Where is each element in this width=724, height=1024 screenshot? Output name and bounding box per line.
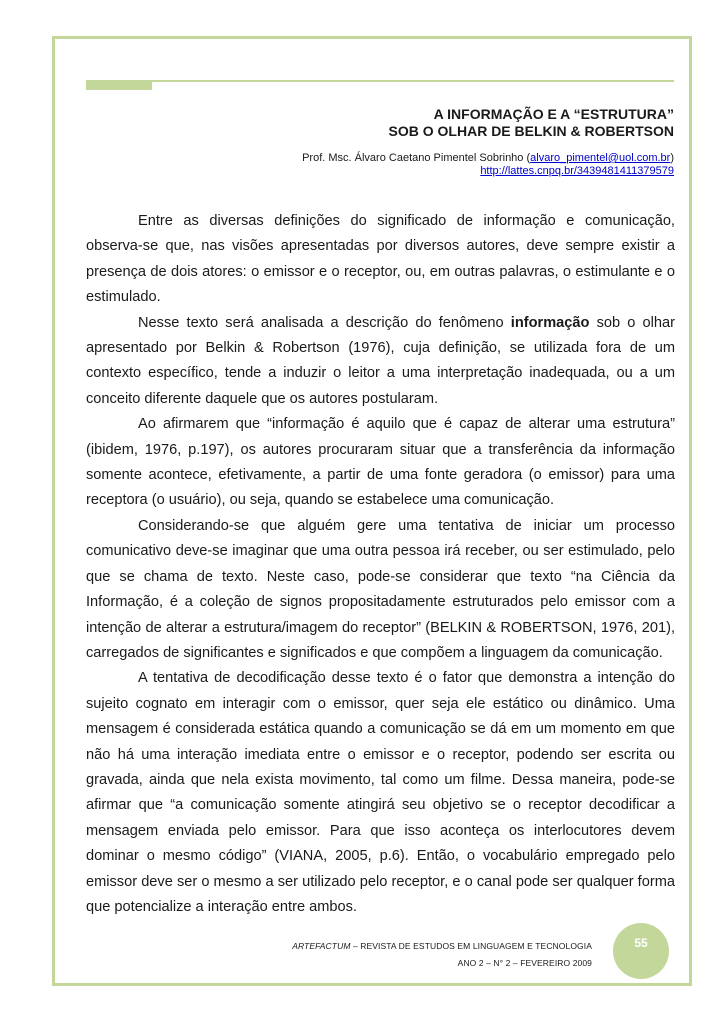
lattes-line <box>114 165 674 178</box>
footer-issue: ANO 2 – N° 2 – FEVEREIRO 2009 <box>457 958 592 968</box>
paragraph-3: Ao afirmarem que “informação é aquilo que é capaz de alterar uma estrutura” (ibidem, 1976, p.197), os autores procuraram situar que a transferência da informação somente acontece, efetivamente, a partir de uma fonte geradora (o emissor) para uma receptora (o usuário), ou seja, quando se estabelece uma comunicação. <box>86 416 675 509</box>
article-body <box>86 209 675 920</box>
journal-name: ARTEFACTUM <box>292 941 351 951</box>
lattes-link[interactable]: http://lattes.cnpq.br/3439481411379579 <box>480 165 674 177</box>
page-number: 55 <box>634 936 648 950</box>
journal-subtitle: – REVISTA DE ESTUDOS EM LINGUAGEM E TECNOLOGIA <box>350 941 592 951</box>
author-block <box>114 152 674 178</box>
author-email-link[interactable]: alvaro_pimentel@uol.com.br <box>530 152 671 164</box>
author-name: Prof. Msc. Álvaro Caetano Pimentel Sobrinho ( <box>302 152 531 164</box>
author-suffix: ) <box>670 152 674 164</box>
page-footer <box>292 938 592 972</box>
title-line-2: SOB O OLHAR DE BELKIN & ROBERTSON <box>388 123 674 139</box>
title-line-1: A INFORMAÇÃO E A “ESTRUTURA” <box>433 106 674 122</box>
article-title <box>114 106 674 140</box>
paragraph-1: Entre as diversas definições do significado de informação e comunicação, observa-se que, nas visões apresentadas por diversos autores, deve sempre existir a presença de dois atores: o emissor e o receptor, ou, em outras palavras, o estimulante e o estimulado. <box>86 213 675 306</box>
author-line <box>114 152 674 165</box>
header-accent-block <box>86 80 152 90</box>
header-rule <box>152 80 674 82</box>
page-number-badge <box>613 923 669 979</box>
paragraph-2-start: Nesse texto será analisada a descrição do fenômeno <box>138 314 511 331</box>
paragraph-2 <box>86 311 675 413</box>
paragraph-2-end: sob o olhar apresentado por Belkin & Robertson (1976), cuja definição, se utilizada fora de um contexto específico, tende a induzir o leitor a uma interpretação inadequada, ou a um conceito diferente daquele que os autores postularam. <box>86 314 675 407</box>
paragraph-5: A tentativa de decodificação desse texto é o fator que demonstra a intenção do sujeito cognato em interagir com o emissor, quer seja ele estático ou dinâmico. Uma mensagem é considerada estática quando a comunicação se dá em um momento em que não há uma interação imediata entre o emissor e o receptor, podendo ser escrita ou gravada, ainda que nela exista movimento, tal como um filme. Dessa maneira, pode-se afirmar que “a comunicação somente atingirá seu objetivo se o receptor decodificar a mensagem enviada pelo emissor. Para que isso aconteça os interlocutores devem dominar o mesmo código” (VIANA, 2005, p.6). Então, o vocabulário empregado pelo emissor deve ser o mesmo a ser utilizado pelo receptor, e o canal pode ser qualquer forma que potencialize a interação entre ambos. <box>86 670 675 915</box>
paragraph-2-keyword: informação <box>510 314 590 331</box>
footer-journal-line <box>292 938 592 955</box>
paragraph-4: Considerando-se que alguém gere uma tentativa de iniciar um processo comunicativo deve-se imaginar que uma outra pessoa irá receber, ou ser estimulado, pelo que se chama de texto. Neste caso, pode-se considerar que texto “na Ciência da Informação, é a coleção de signos propositadamente estruturados pelo emissor com a intenção de alterar a estrutura/imagem do receptor” (BELKIN & ROBERTSON, 1976, 201), carregados de significantes e significados e que compõem a linguagem da comunicação. <box>86 517 675 661</box>
